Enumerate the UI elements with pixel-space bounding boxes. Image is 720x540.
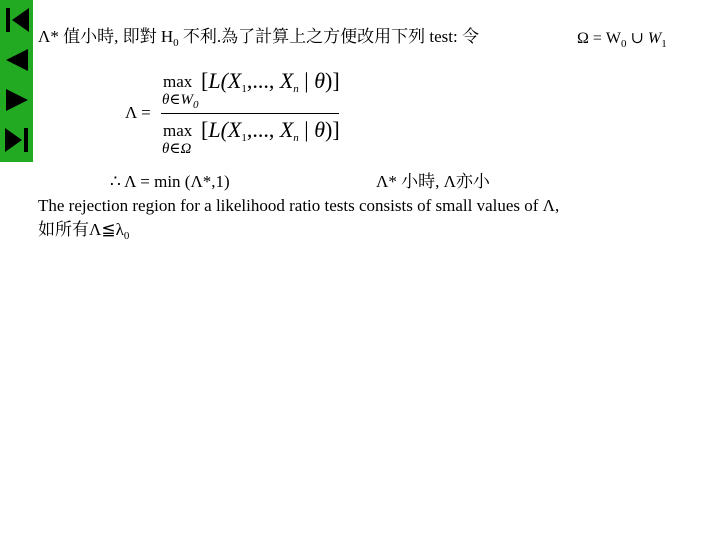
min-statement: ∴ Λ = min (Λ*,1)	[110, 172, 230, 191]
lambda-lhs: Λ =	[125, 103, 151, 122]
last-slide-icon	[2, 125, 32, 155]
first-slide-icon	[2, 5, 32, 35]
first-slide-button[interactable]	[0, 2, 33, 38]
likelihood-ratio-formula	[115, 60, 375, 160]
numerator-max: max	[163, 72, 193, 91]
denominator-expr-text: L(X	[208, 117, 242, 142]
omega-w0-sub: 0	[621, 38, 627, 50]
numerator-expr-text: L(X	[208, 68, 242, 93]
omega-eq: Ω = W	[577, 30, 622, 47]
rejection-condition-text: 如所有Λ≦λ	[38, 220, 124, 239]
fraction-bar	[161, 113, 339, 114]
denominator-expression: [L(X1,..., Xn | θ)]	[201, 117, 340, 144]
previous-slide-icon	[2, 45, 32, 75]
intro-text: Λ* 值小時, 即對 H	[38, 27, 174, 46]
previous-slide-button[interactable]	[0, 42, 33, 78]
omega-w1: W	[647, 30, 662, 47]
denominator-constraint: θ∈Ω	[162, 141, 192, 157]
rejection-condition	[38, 220, 129, 242]
omega-definition	[577, 29, 667, 50]
h-subscript: 0	[173, 37, 179, 49]
numerator-constraint-text: θ∈W	[162, 92, 193, 108]
small-lambda-statement: Λ* 小時, Λ亦小	[376, 172, 490, 191]
lambda-zero-sub: 0	[123, 230, 130, 242]
last-slide-button[interactable]	[0, 122, 33, 158]
union-symbol: ∪	[630, 30, 644, 47]
next-slide-button[interactable]	[0, 82, 33, 118]
numerator-constraint	[162, 90, 198, 111]
next-slide-icon	[2, 85, 32, 115]
denominator-max: max	[163, 121, 193, 140]
slide-nav-bar	[0, 0, 33, 162]
rejection-region-text: The rejection region for a likelihood ratio tests consists of small values of Λ,	[38, 196, 560, 215]
numerator-constraint-sub: 0	[192, 99, 199, 111]
intro-text-2: 不利.為了計算上之方便改用下列 test: 令	[178, 27, 479, 46]
omega-w1-sub: 1	[661, 38, 667, 50]
intro-line	[38, 27, 479, 49]
numerator-expression: [L(X1,..., Xn | θ)]	[201, 68, 340, 95]
